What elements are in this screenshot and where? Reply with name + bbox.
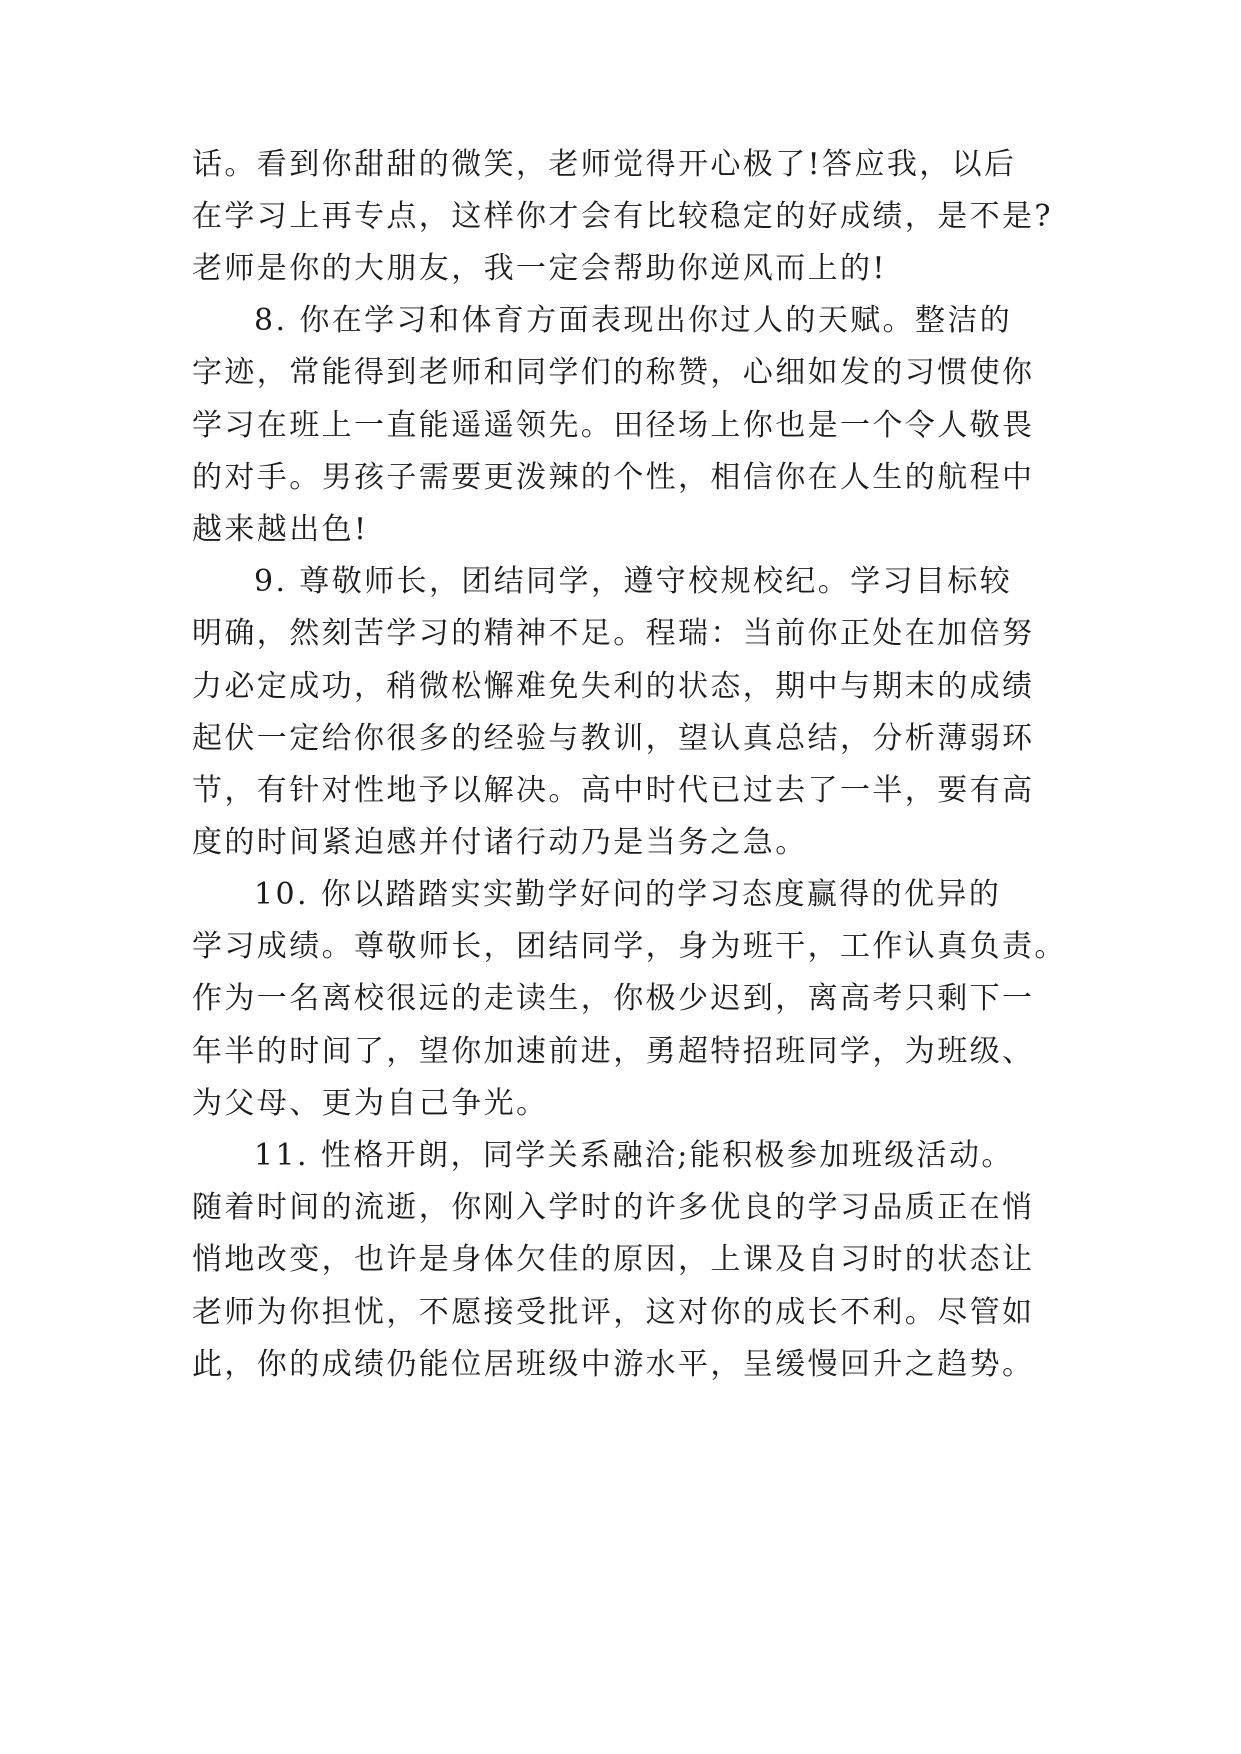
text-line: 度的时间紧迫感并付诸行动乃是当务之急。 <box>192 825 808 860</box>
list-item-10-first-line: 10. 你以踏踏实实勤学好问的学习态度赢得的优异的 <box>254 877 1002 912</box>
text-line: 作为一名离校很远的走读生，你极少迟到，离高考只剩下一 <box>192 981 1035 1016</box>
text-line: 此，你的成绩仍能位居班级中游水平，呈缓慢回升之趋势。 <box>192 1347 1035 1382</box>
text-line: 话。看到你甜甜的微笑，老师觉得开心极了!答应我，以后 <box>192 147 1017 182</box>
text-line: 字迹，常能得到老师和同学们的称赞，心细如发的习惯使你 <box>192 355 1035 390</box>
text-line: 随着时间的流逝，你刚入学时的许多优良的学习品质正在悄 <box>192 1190 1035 1225</box>
text-line: 学习在班上一直能遥遥领先。田径场上你也是一个令人敬畏 <box>192 408 1035 443</box>
text-line: 在学习上再专点，这样你才会有比较稳定的好成绩，是不是? <box>192 199 1053 234</box>
text-line: 学习成绩。尊敬师长，团结同学，身为班干，工作认真负责。 <box>192 929 1067 964</box>
text-line: 明确，然刻苦学习的精神不足。程瑞：当前你正处在加倍努 <box>192 616 1035 651</box>
list-item-8-first-line: 8. 你在学习和体育方面表现出你过人的天赋。整洁的 <box>254 303 1013 338</box>
text-line: 节，有针对性地予以解决。高中时代已过去了一半，要有高 <box>192 773 1035 808</box>
text-line: 起伏一定给你很多的经验与教训，望认真总结，分析薄弱环 <box>192 721 1035 756</box>
text-line: 为父母、更为自己争光。 <box>192 1086 549 1121</box>
text-line: 年半的时间了，望你加速前进，勇超特招班同学，为班级、 <box>192 1034 1035 1069</box>
text-line: 越来越出色! <box>192 512 369 547</box>
text-line: 悄地改变，也许是身体欠佳的原因，上课及自习时的状态让 <box>192 1242 1035 1277</box>
text-line: 的对手。男孩子需要更泼辣的个性，相信你在人生的航程中 <box>192 460 1035 495</box>
list-item-11-first-line: 11. 性格开朗，同学关系融洽;能积极参加班级活动。 <box>254 1138 1014 1173</box>
text-line: 力必定成功，稍微松懈难免失利的状态，期中与期末的成绩 <box>192 669 1035 704</box>
list-item-9-first-line: 9. 尊敬师长，团结同学，遵守校规校纪。学习目标较 <box>254 564 1013 599</box>
text-line: 老师是你的大朋友，我一定会帮助你逆风而上的! <box>192 251 887 286</box>
text-line: 老师为你担忧，不愿接受批评，这对你的成长不利。尽管如 <box>192 1295 1035 1330</box>
